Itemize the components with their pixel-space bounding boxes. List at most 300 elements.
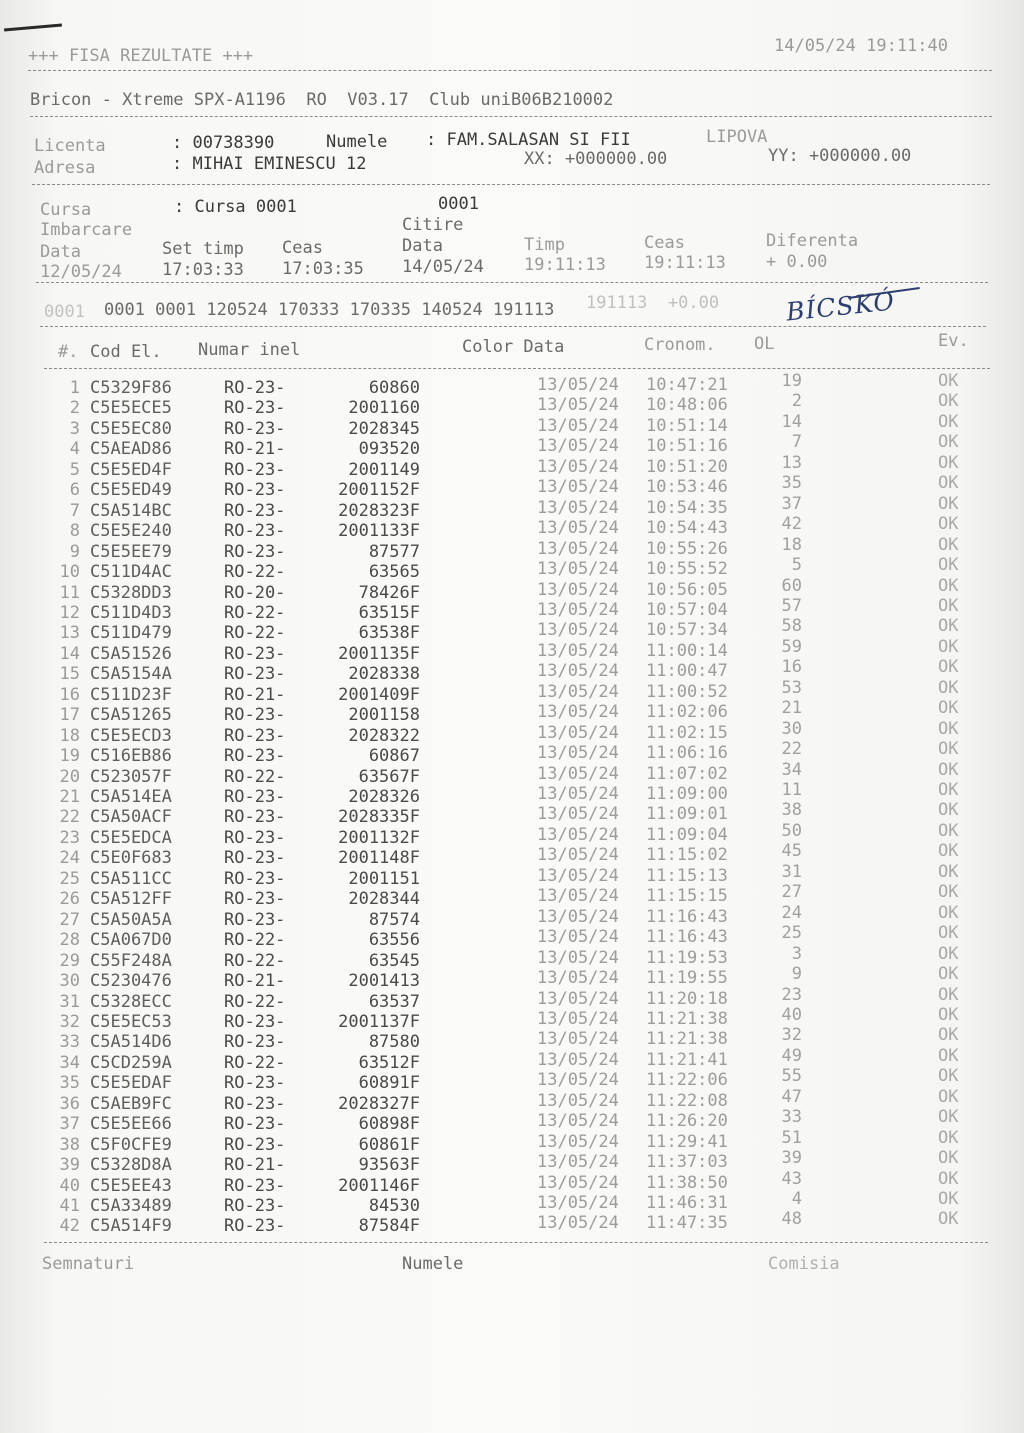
row-number: 38 <box>59 1135 80 1155</box>
order-position: 19 <box>781 371 802 391</box>
ring-series: RO-23- <box>224 1216 286 1236</box>
arrival-date: 13/05/24 <box>537 1132 619 1152</box>
divider <box>36 282 988 283</box>
divider <box>30 116 992 117</box>
arrival-date: 13/05/24 <box>537 539 619 559</box>
event-status: OK <box>938 555 959 575</box>
row-number: 23 <box>59 828 80 848</box>
electronic-code: C55F248A <box>90 951 172 971</box>
row-number: 2 <box>69 398 80 418</box>
event-status: OK <box>938 371 959 391</box>
row-number: 1 <box>69 378 80 398</box>
table-row <box>0 760 1024 787</box>
electronic-code: C5A33489 <box>90 1196 172 1216</box>
order-position: 32 <box>781 1025 802 1045</box>
arrival-date: 13/05/24 <box>537 989 619 1009</box>
ring-series: RO-23- <box>224 1135 286 1155</box>
electronic-code: C511D23F <box>90 685 172 705</box>
electronic-code: C5E0F683 <box>90 848 172 868</box>
electronic-code: C5A067D0 <box>90 930 172 950</box>
electronic-code: C5E5EC53 <box>90 1012 172 1032</box>
ring-number: 2001148F <box>338 848 420 868</box>
order-position: 48 <box>781 1209 802 1229</box>
numele-label: Numele <box>326 132 388 152</box>
electronic-code: C5A514D6 <box>90 1032 172 1052</box>
order-position: 47 <box>781 1087 802 1107</box>
arrival-time: 11:06:16 <box>646 743 728 763</box>
order-position: 58 <box>781 616 802 636</box>
arrival-time: 10:54:35 <box>646 498 728 518</box>
electronic-code: C5E5ED4F <box>90 460 172 480</box>
table-row <box>0 412 1024 439</box>
ring-number: 93563F <box>358 1155 420 1175</box>
arrival-date: 13/05/24 <box>537 927 619 947</box>
arrival-time: 11:02:06 <box>646 702 728 722</box>
arrival-time: 10:51:14 <box>646 416 728 436</box>
ring-number: 2028322 <box>348 726 420 746</box>
sheet-title: +++ FISA REZULTATE +++ <box>28 46 254 66</box>
event-status: OK <box>938 412 959 432</box>
arrival-date: 13/05/24 <box>537 702 619 722</box>
event-status: OK <box>938 1005 959 1025</box>
event-status: OK <box>938 453 959 473</box>
col-header-ring: Numar inel <box>198 340 301 360</box>
ring-series: RO-23- <box>224 398 286 418</box>
event-status: OK <box>938 944 959 964</box>
table-row <box>0 800 1024 827</box>
arrival-time: 11:19:53 <box>646 948 728 968</box>
table-row <box>0 780 1024 807</box>
row-number: 7 <box>69 501 80 521</box>
event-status: OK <box>938 862 959 882</box>
arrival-time: 10:54:43 <box>646 518 728 538</box>
arrival-date: 13/05/24 <box>537 375 619 395</box>
electronic-code: C5230476 <box>90 971 172 991</box>
electronic-code: C5328ECC <box>90 992 172 1012</box>
event-status: OK <box>938 616 959 636</box>
table-row <box>0 391 1024 418</box>
ring-number: 63538F <box>358 623 420 643</box>
electronic-code: C5F0CFE9 <box>90 1135 172 1155</box>
ring-series: RO-21- <box>224 971 286 991</box>
row-number: 5 <box>69 460 80 480</box>
row-number: 39 <box>59 1155 80 1175</box>
arrival-date: 13/05/24 <box>537 1091 619 1111</box>
event-status: OK <box>938 985 959 1005</box>
cursa-label: Cursa <box>40 200 92 220</box>
arrival-time: 11:21:38 <box>646 1009 728 1029</box>
row-number: 14 <box>59 644 80 664</box>
electronic-code: C523057F <box>90 767 172 787</box>
electronic-code: C5E5ECD3 <box>90 726 172 746</box>
arrival-date: 13/05/24 <box>537 580 619 600</box>
table-row <box>0 1046 1024 1073</box>
table-row <box>0 1025 1024 1052</box>
event-status: OK <box>938 760 959 780</box>
ring-number: 87584F <box>358 1216 420 1236</box>
arrival-time: 10:55:26 <box>646 539 728 559</box>
table-row <box>0 1087 1024 1114</box>
ring-number: 2001146F <box>338 1176 420 1196</box>
event-status: OK <box>938 1209 959 1229</box>
arrival-time: 10:57:04 <box>646 600 728 620</box>
row-number: 15 <box>59 664 80 684</box>
order-position: 57 <box>781 596 802 616</box>
table-row <box>0 1066 1024 1093</box>
table-row <box>0 576 1024 603</box>
imbarcare-label: Imbarcare <box>40 220 133 240</box>
electronic-code: C511D4AC <box>90 562 172 582</box>
table-row <box>0 739 1024 766</box>
adresa-value: : MIHAI EMINESCU 12 <box>172 154 367 174</box>
event-status: OK <box>938 494 959 514</box>
ring-number: 2001135F <box>338 644 420 664</box>
ring-series: RO-21- <box>224 1155 286 1175</box>
arrival-time: 11:15:15 <box>646 886 728 906</box>
ring-number: 63567F <box>358 767 420 787</box>
ring-number: 2028344 <box>348 889 420 909</box>
arrival-date: 13/05/24 <box>537 784 619 804</box>
electronic-code: C5A514F9 <box>90 1216 172 1236</box>
arrival-time: 11:09:00 <box>646 784 728 804</box>
table-row <box>0 637 1024 664</box>
table-row <box>0 1189 1024 1216</box>
divider <box>40 326 986 327</box>
event-status: OK <box>938 882 959 902</box>
electronic-code: C5AEB9FC <box>90 1094 172 1114</box>
citire-label: Citire <box>402 215 464 235</box>
electronic-code: C5CD259A <box>90 1053 172 1073</box>
order-position: 37 <box>781 494 802 514</box>
arrival-time: 11:46:31 <box>646 1193 728 1213</box>
ring-series: RO-23- <box>224 848 286 868</box>
table-row <box>0 821 1024 848</box>
order-position: 53 <box>781 678 802 698</box>
electronic-code: C5A51265 <box>90 705 172 725</box>
arrival-time: 11:47:35 <box>646 1213 728 1233</box>
ring-number: 87580 <box>368 1032 420 1052</box>
arrival-time: 11:07:02 <box>646 764 728 784</box>
licenta-label: Licenta <box>34 136 106 156</box>
order-position: 43 <box>781 1169 802 1189</box>
event-status: OK <box>938 514 959 534</box>
event-status: OK <box>938 432 959 452</box>
order-position: 27 <box>781 882 802 902</box>
row-number: 12 <box>59 603 80 623</box>
ring-series: RO-23- <box>224 910 286 930</box>
ring-series: RO-23- <box>224 1114 286 1134</box>
order-position: 31 <box>781 862 802 882</box>
arrival-date: 13/05/24 <box>537 1050 619 1070</box>
table-row <box>0 432 1024 459</box>
table-row <box>0 1107 1024 1134</box>
table-row <box>0 985 1024 1012</box>
ring-series: RO-23- <box>224 889 286 909</box>
order-position: 30 <box>781 719 802 739</box>
arrival-date: 13/05/24 <box>537 764 619 784</box>
table-row <box>0 964 1024 991</box>
val-ceas-citire: 19:11:13 <box>644 253 726 273</box>
electronic-code: C5A50A5A <box>90 910 172 930</box>
numele-value: : FAM.SALASAN SI FII <box>426 130 631 150</box>
electronic-code: C511D4D3 <box>90 603 172 623</box>
order-position: 5 <box>791 555 802 575</box>
electronic-code: C5A514BC <box>90 501 172 521</box>
row-number: 35 <box>59 1073 80 1093</box>
arrival-date: 13/05/24 <box>537 518 619 538</box>
row-number: 19 <box>59 746 80 766</box>
ring-series: RO-23- <box>224 746 286 766</box>
arrival-date: 13/05/24 <box>537 723 619 743</box>
row-number: 11 <box>59 583 80 603</box>
arrival-date: 13/05/24 <box>537 620 619 640</box>
ring-series: RO-23- <box>224 664 286 684</box>
event-status: OK <box>938 535 959 555</box>
ring-series: RO-23- <box>224 787 286 807</box>
col-header-cod: Cod El. <box>90 342 162 362</box>
electronic-code: C5E5EDCA <box>90 828 172 848</box>
ring-series: RO-23- <box>224 1196 286 1216</box>
ring-series: RO-23- <box>224 828 286 848</box>
row-number: 33 <box>59 1032 80 1052</box>
table-row <box>0 494 1024 521</box>
arrival-date: 13/05/24 <box>537 886 619 906</box>
ring-series: RO-23- <box>224 480 286 500</box>
event-status: OK <box>938 841 959 861</box>
ring-number: 78426F <box>358 583 420 603</box>
row-number: 17 <box>59 705 80 725</box>
electronic-code: C5A50ACF <box>90 807 172 827</box>
ring-number: 2001160 <box>348 398 420 418</box>
row-number: 16 <box>59 685 80 705</box>
table-row <box>0 453 1024 480</box>
ring-series: RO-23- <box>224 1032 286 1052</box>
col-header-number: #. <box>58 342 79 362</box>
ring-number: 87577 <box>368 542 420 562</box>
order-position: 4 <box>791 1189 802 1209</box>
order-position: 60 <box>781 576 802 596</box>
ring-series: RO-21- <box>224 685 286 705</box>
ring-number: 63545 <box>368 951 420 971</box>
electronic-code: C5A51526 <box>90 644 172 664</box>
row-number: 24 <box>59 848 80 868</box>
arrival-date: 13/05/24 <box>537 661 619 681</box>
table-row <box>0 678 1024 705</box>
event-status: OK <box>938 964 959 984</box>
arrival-time: 11:22:08 <box>646 1091 728 1111</box>
order-position: 21 <box>781 698 802 718</box>
row-number: 34 <box>59 1053 80 1073</box>
arrival-time: 11:22:06 <box>646 1070 728 1090</box>
arrival-date: 13/05/24 <box>537 559 619 579</box>
table-row <box>0 596 1024 623</box>
order-position: 50 <box>781 821 802 841</box>
arrival-date: 13/05/24 <box>537 395 619 415</box>
ring-series: RO-22- <box>224 1053 286 1073</box>
order-position: 2 <box>791 391 802 411</box>
city-value: LIPOVA <box>706 127 768 147</box>
arrival-date: 13/05/24 <box>537 436 619 456</box>
row-number: 37 <box>59 1114 80 1134</box>
ring-series: RO-23- <box>224 644 286 664</box>
ring-series: RO-23- <box>224 1094 286 1114</box>
arrival-time: 11:20:18 <box>646 989 728 1009</box>
row-number: 21 <box>59 787 80 807</box>
arrival-date: 13/05/24 <box>537 825 619 845</box>
ring-number: 60861F <box>358 1135 420 1155</box>
event-status: OK <box>938 596 959 616</box>
table-row <box>0 1169 1024 1196</box>
arrival-time: 11:15:02 <box>646 845 728 865</box>
arrival-date: 13/05/24 <box>537 1111 619 1131</box>
table-row <box>0 841 1024 868</box>
val-diferenta: + 0.00 <box>766 252 828 272</box>
electronic-code: C5E5ED49 <box>90 480 172 500</box>
ring-number: 2001133F <box>338 521 420 541</box>
row-number: 4 <box>69 439 80 459</box>
row-number: 42 <box>59 1216 80 1236</box>
order-position: 25 <box>781 923 802 943</box>
event-status: OK <box>938 678 959 698</box>
arrival-time: 11:00:52 <box>646 682 728 702</box>
electronic-code: C5A5154A <box>90 664 172 684</box>
ring-series: RO-23- <box>224 726 286 746</box>
electronic-code: C516EB86 <box>90 746 172 766</box>
arrival-time: 11:15:13 <box>646 866 728 886</box>
arrival-date: 13/05/24 <box>537 416 619 436</box>
event-status: OK <box>938 719 959 739</box>
event-status: OK <box>938 657 959 677</box>
order-position: 51 <box>781 1128 802 1148</box>
event-status: OK <box>938 1189 959 1209</box>
electronic-code: C5E5EDAF <box>90 1073 172 1093</box>
arrival-date: 13/05/24 <box>537 845 619 865</box>
arrival-date: 13/05/24 <box>537 600 619 620</box>
row-number: 29 <box>59 951 80 971</box>
arrival-date: 13/05/24 <box>537 498 619 518</box>
order-position: 42 <box>781 514 802 534</box>
footer-comisia: Comisia <box>768 1254 840 1274</box>
row-number: 30 <box>59 971 80 991</box>
event-status: OK <box>938 1066 959 1086</box>
order-position: 38 <box>781 800 802 820</box>
cursa-value: : Cursa 0001 <box>174 197 297 217</box>
ring-series: RO-23- <box>224 501 286 521</box>
ring-number: 2001152F <box>338 480 420 500</box>
arrival-time: 10:51:20 <box>646 457 728 477</box>
licenta-value: : 00738390 <box>172 133 275 153</box>
col-set-timp: Set timp <box>162 239 244 259</box>
order-position: 11 <box>781 780 802 800</box>
table-row <box>0 719 1024 746</box>
order-position: 49 <box>781 1046 802 1066</box>
ring-series: RO-23- <box>224 1012 286 1032</box>
order-position: 9 <box>791 964 802 984</box>
arrival-time: 11:29:41 <box>646 1132 728 1152</box>
ring-number: 2028326 <box>348 787 420 807</box>
table-row <box>0 371 1024 398</box>
order-position: 13 <box>781 453 802 473</box>
arrival-time: 11:38:50 <box>646 1173 728 1193</box>
electronic-code: C5E5EE66 <box>90 1114 172 1134</box>
row-number: 9 <box>69 542 80 562</box>
arrival-time: 11:16:43 <box>646 907 728 927</box>
race-summary-tail: 191113 +0.00 <box>586 293 720 313</box>
col-data-citire: Data <box>402 236 443 256</box>
arrival-time: 11:21:41 <box>646 1050 728 1070</box>
arrival-date: 13/05/24 <box>537 457 619 477</box>
row-number: 40 <box>59 1176 80 1196</box>
event-status: OK <box>938 800 959 820</box>
table-row <box>0 862 1024 889</box>
yy-coordinate: YY: +000000.00 <box>768 146 912 166</box>
arrival-time: 10:53:46 <box>646 477 728 497</box>
table-row <box>0 698 1024 725</box>
handwritten-signature: BÍCSKÓ <box>784 286 897 327</box>
table-row <box>0 657 1024 684</box>
ring-series: RO-23- <box>224 1176 286 1196</box>
electronic-code: C5329F86 <box>90 378 172 398</box>
order-position: 14 <box>781 412 802 432</box>
race-summary-prefix: 0001 <box>44 302 85 322</box>
arrival-date: 13/05/24 <box>537 1173 619 1193</box>
val-set-timp: 17:03:33 <box>162 260 244 280</box>
arrival-date: 13/05/24 <box>537 1070 619 1090</box>
row-number: 27 <box>59 910 80 930</box>
adresa-label: Adresa <box>34 158 96 178</box>
ring-series: RO-23- <box>224 460 286 480</box>
event-status: OK <box>938 1046 959 1066</box>
arrival-date: 13/05/24 <box>537 1213 619 1233</box>
arrival-time: 11:00:47 <box>646 661 728 681</box>
order-position: 7 <box>791 432 802 452</box>
order-position: 16 <box>781 657 802 677</box>
electronic-code: C5A512FF <box>90 889 172 909</box>
cursa-number: 0001 <box>438 194 479 214</box>
ring-series: RO-23- <box>224 521 286 541</box>
electronic-code: C5E5ECE5 <box>90 398 172 418</box>
order-position: 24 <box>781 903 802 923</box>
arrival-time: 11:19:55 <box>646 968 728 988</box>
ring-number: 2028327F <box>338 1094 420 1114</box>
arrival-date: 13/05/24 <box>537 804 619 824</box>
arrival-time: 10:56:05 <box>646 580 728 600</box>
event-status: OK <box>938 1148 959 1168</box>
row-number: 20 <box>59 767 80 787</box>
table-row <box>0 923 1024 950</box>
row-number: 18 <box>59 726 80 746</box>
ring-series: RO-23- <box>224 869 286 889</box>
ring-number: 63512F <box>358 1053 420 1073</box>
ring-series: RO-20- <box>224 583 286 603</box>
row-number: 36 <box>59 1094 80 1114</box>
row-number: 13 <box>59 623 80 643</box>
ring-number: 2001409F <box>338 685 420 705</box>
table-row <box>0 535 1024 562</box>
order-position: 34 <box>781 760 802 780</box>
ring-number: 2001151 <box>348 869 420 889</box>
order-position: 23 <box>781 985 802 1005</box>
ring-series: RO-23- <box>224 705 286 725</box>
ring-number: 63556 <box>368 930 420 950</box>
arrival-time: 11:00:14 <box>646 641 728 661</box>
electronic-code: C5E5EC80 <box>90 419 172 439</box>
arrival-time: 10:48:06 <box>646 395 728 415</box>
ring-number: 2001158 <box>348 705 420 725</box>
footer-numele: Numele <box>402 1254 464 1274</box>
event-status: OK <box>938 391 959 411</box>
ring-number: 2028345 <box>348 419 420 439</box>
